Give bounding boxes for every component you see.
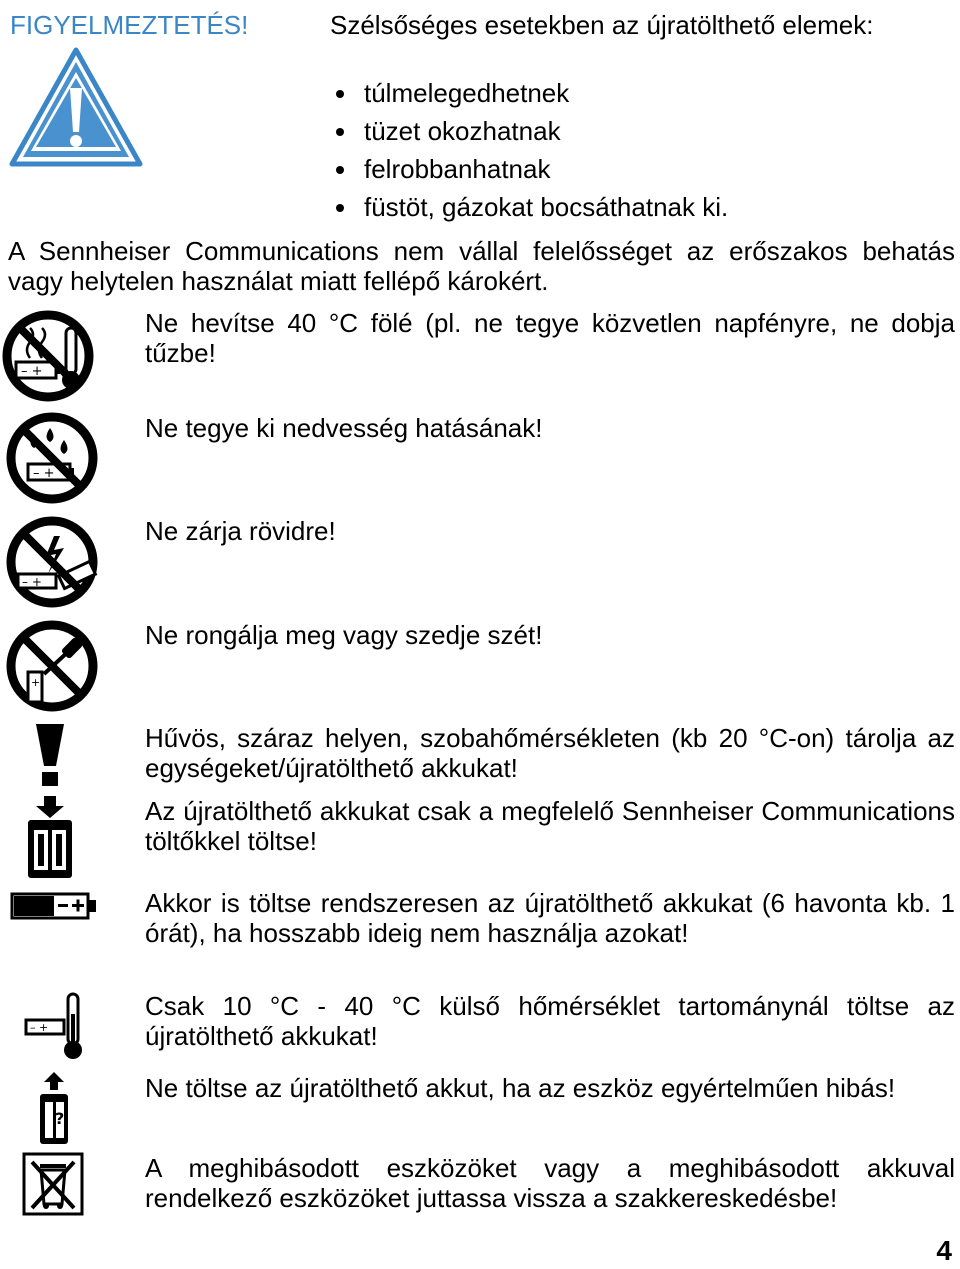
instruction-item: Ne rongálja meg vagy szedje szét!	[145, 620, 543, 650]
instruction-item: Ne töltse az újratölthető akkut, ha az eszköz egyértelműen hibás!	[145, 1073, 896, 1103]
list-item: felrobbanhatnak	[330, 154, 955, 192]
svg-text:– +: – +	[22, 575, 42, 589]
page-number: 4	[936, 1235, 952, 1266]
warning-title: FIGYELMEZTETÉS!	[10, 10, 249, 40]
disclaimer-text: A Sennheiser Communications nem vállal felelősséget az erőszakos behatás vagy helytelen használat miatt fellépő károkért.	[8, 236, 955, 296]
list-item: füstöt, gázokat bocsáthatnak ki.	[330, 192, 955, 230]
warning-list	[330, 78, 955, 230]
instruction-item: Az újratölthető akkukat csak a megfelelő Sennheiser Communications töltőkkel töltse!	[145, 796, 955, 856]
instruction-item: Ne hevítse 40 °C fölé (pl. ne tegye közvetlen napfényre, ne dobja tűzbe!	[145, 308, 955, 368]
svg-text:– +: – +	[21, 364, 43, 379]
crossed-bin-icon	[22, 1152, 84, 1216]
instruction-item: Hűvös, száraz helyen, szobahőmérsékleten (kb 20 °C-on) tárolja az egységeket/újratölthető akkukat!	[145, 723, 955, 783]
instruction-item: A meghibásodott eszközöket vagy a meghibásodott akkuval rendelkező eszközöket juttassa vissza a szakkereskedésbe!	[145, 1153, 955, 1213]
list-item: tüzet okozhatnak	[330, 116, 955, 154]
instruction-item: Akkor is töltse rendszeresen az újratölthető akkukat (6 havonta kb. 1 órát), ha hosszabb ideig nem használja azokat!	[145, 888, 955, 948]
svg-text:– +: – +	[33, 466, 55, 481]
battery-charge-icon	[10, 890, 102, 922]
charger-icon	[22, 796, 78, 880]
defective-device-icon	[38, 1072, 70, 1146]
svg-text:+: +	[31, 676, 41, 689]
instruction-item: Ne zárja rövidre!	[145, 516, 336, 546]
warning-intro: Szélsőséges esetekben az újratölthető elemek:	[330, 10, 874, 40]
svg-text:?: ?	[55, 1109, 65, 1128]
instruction-item: Ne tegye ki nedvesség hatásának!	[145, 413, 543, 443]
exclamation-icon	[30, 722, 70, 788]
no-moisture-icon	[0, 410, 100, 506]
warning-triangle-icon	[8, 46, 144, 170]
no-disassemble-icon	[0, 616, 100, 714]
instruction-item: Csak 10 °C - 40 °C külső hőmérséklet tartománynál töltse az újratölthető akkukat!	[145, 991, 955, 1051]
list-item: túlmelegedhetnek	[330, 78, 955, 116]
temperature-range-icon	[22, 992, 88, 1060]
no-short-circuit-icon	[0, 512, 100, 610]
svg-text:– +: – +	[30, 1021, 49, 1034]
no-heat-icon	[0, 308, 100, 404]
